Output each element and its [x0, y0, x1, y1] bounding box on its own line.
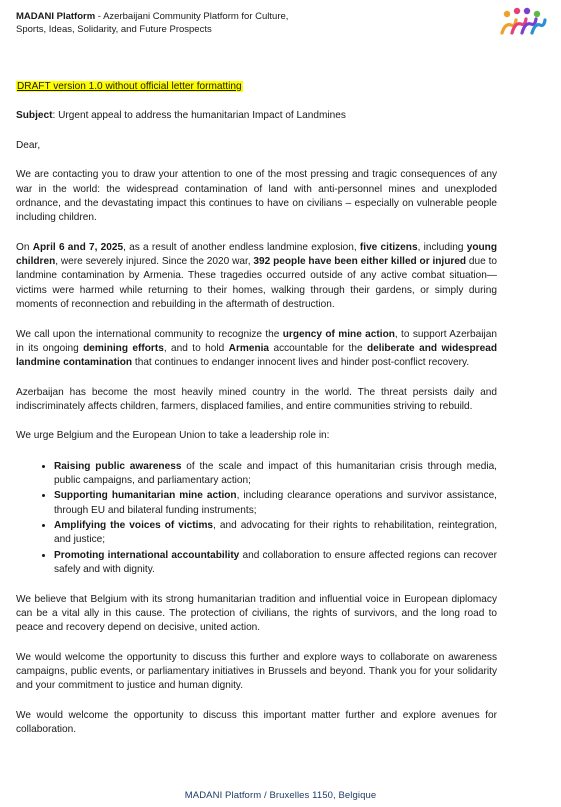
paragraph-1: We are contacting you to draw your attention to one of the most pressing and tragic consequences of any war in the world: the widespread contamination of land with anti-personnel mines and unexploded ordnance, and the devastating impact this continues to have on civilians – especially on vulnerable people including children. — [16, 169, 497, 224]
paragraph-8: We would welcome the opportunity to discuss this important matter further and explore avenues for collaboration. — [16, 709, 497, 736]
list-item: • Raising public awareness of the scale and impact of this humanitarian crisis through media, public campaigns, and parliamentary action; — [54, 459, 497, 489]
action-list — [16, 459, 497, 577]
paragraph-5: We urge Belgium and the European Union to take a leadership role in: — [16, 430, 330, 442]
list-item: • Promoting international accountability and collaboration to ensure affected regions can recover safely and with dignity. — [54, 548, 497, 578]
paragraph-6: We believe that Belgium with its strong humanitarian tradition and influential voice in European diplomacy can be a vital ally in this cause. The protection of civilians, the rights of survivors, and the long road to peace and recovery depend on decisive, united action. — [16, 593, 497, 634]
people-circle-logo-icon — [499, 6, 547, 36]
subject-line: Subject: Urgent appeal to address the humanitarian Impact of Landmines — [16, 110, 346, 122]
org-name: MADANI Platform — [16, 11, 96, 22]
page-footer: MADANI Platform / Bruxelles 1150, Belgique — [184, 790, 377, 801]
letter-body — [16, 80, 497, 753]
paragraph-7: We would welcome the opportunity to discuss this further and explore ways to collaborate on awareness campaigns, public events, or parliamentary initiatives in Brussels and beyond. Thank you for your solidarity and your commitment to justice and human dignity. — [16, 651, 497, 692]
paragraph-2: On April 6 and 7, 2025, as a result of another endless landmine explosion, five citizens, including young children, were severely injured. Since the 2020 war, 392 people have been either killed or injured due to landmine contamination by Armenia. These tragedies occurred outside of any active combat situation—victims were harmed while returning to their homes, walking through their gardens, or simply during moments of reconnection and rebuilding in the aftermath of destruction. — [16, 241, 497, 311]
list-item: • Amplifying the voices of victims, and advocating for their rights to rehabilitation, reintegration, and justice; — [54, 518, 497, 548]
paragraph-4: Azerbaijan has become the most heavily mined country in the world. The threat persists daily and indiscriminately affects children, farmers, displaced families, and entire communities striving to rebuild. — [16, 386, 497, 412]
draft-note: DRAFT version 1.0 without official letter formatting — [17, 81, 242, 92]
paragraph-3: We call upon the international community to recognize the urgency of mine action, to support Azerbaijan in its ongoing demining efforts, and to hold Armenia accountable for the deliberate and widespread landmine contamination that continues to endanger innocent lives and hinder post-conflict recovery. — [16, 328, 497, 369]
letterhead — [16, 10, 316, 36]
salutation: Dear, — [16, 139, 41, 151]
org-tagline: - Azerbaijani Community Platform for Culture, Sports, Ideas, Solidarity, and Future Prospects — [16, 11, 289, 35]
list-item: • Supporting humanitarian mine action, including clearance operations and survivor assistance, through EU and bilateral funding instruments; — [54, 488, 497, 518]
